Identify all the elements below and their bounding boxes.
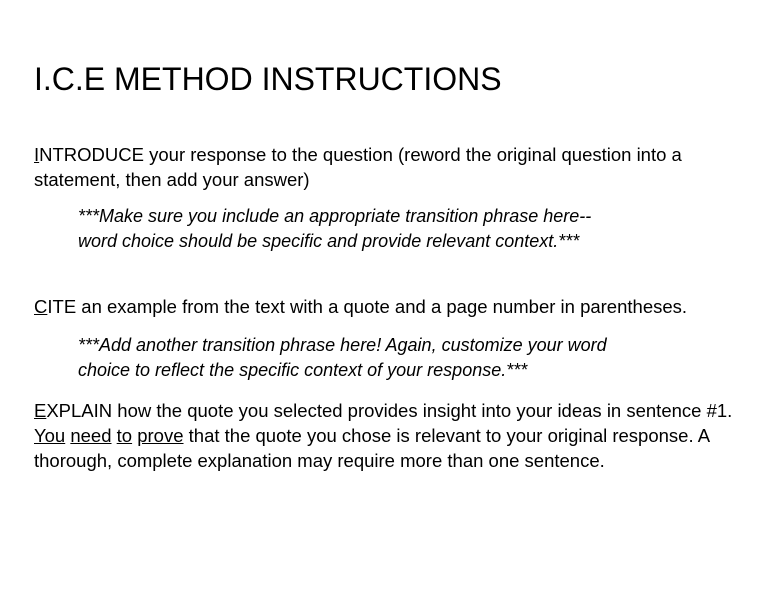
- transition-note-one: ***Make sure you include an appropriate transition phrase here-- word choice should be specific and provide relevant context.***: [78, 206, 592, 251]
- page-title: I.C.E METHOD INSTRUCTIONS: [34, 61, 502, 97]
- introduce-initial: I: [34, 144, 40, 165]
- emphasis-word-prove: prove: [137, 425, 184, 446]
- explain-text-part2: that the quote you chose is relevant to your original response. A thorough, complete explanation may require more than one sentence.: [34, 425, 710, 471]
- explain-text-part1: XPLAIN how the quote you selected provides insight into your ideas in sentence #1.: [46, 400, 733, 421]
- emphasis-word-to: to: [116, 425, 133, 446]
- emphasis-word-need: need: [70, 425, 112, 446]
- explain-paragraph: [34, 398, 746, 473]
- introduce-text: NTRODUCE your response to the question (reword the original question into a statement, then add your answer): [34, 144, 682, 190]
- cite-initial: C: [34, 296, 48, 317]
- emphasis-word-you: You: [34, 425, 66, 446]
- explain-initial: E: [34, 400, 47, 421]
- cite-text: ITE an example from the text with a quote and a page number in parentheses.: [47, 296, 688, 317]
- introduce-paragraph: [34, 142, 746, 192]
- transition-note-two: ***Add another transition phrase here! Again, customize your word choice to reflect the specific context of your response.***: [78, 335, 607, 380]
- cite-paragraph: [34, 294, 754, 319]
